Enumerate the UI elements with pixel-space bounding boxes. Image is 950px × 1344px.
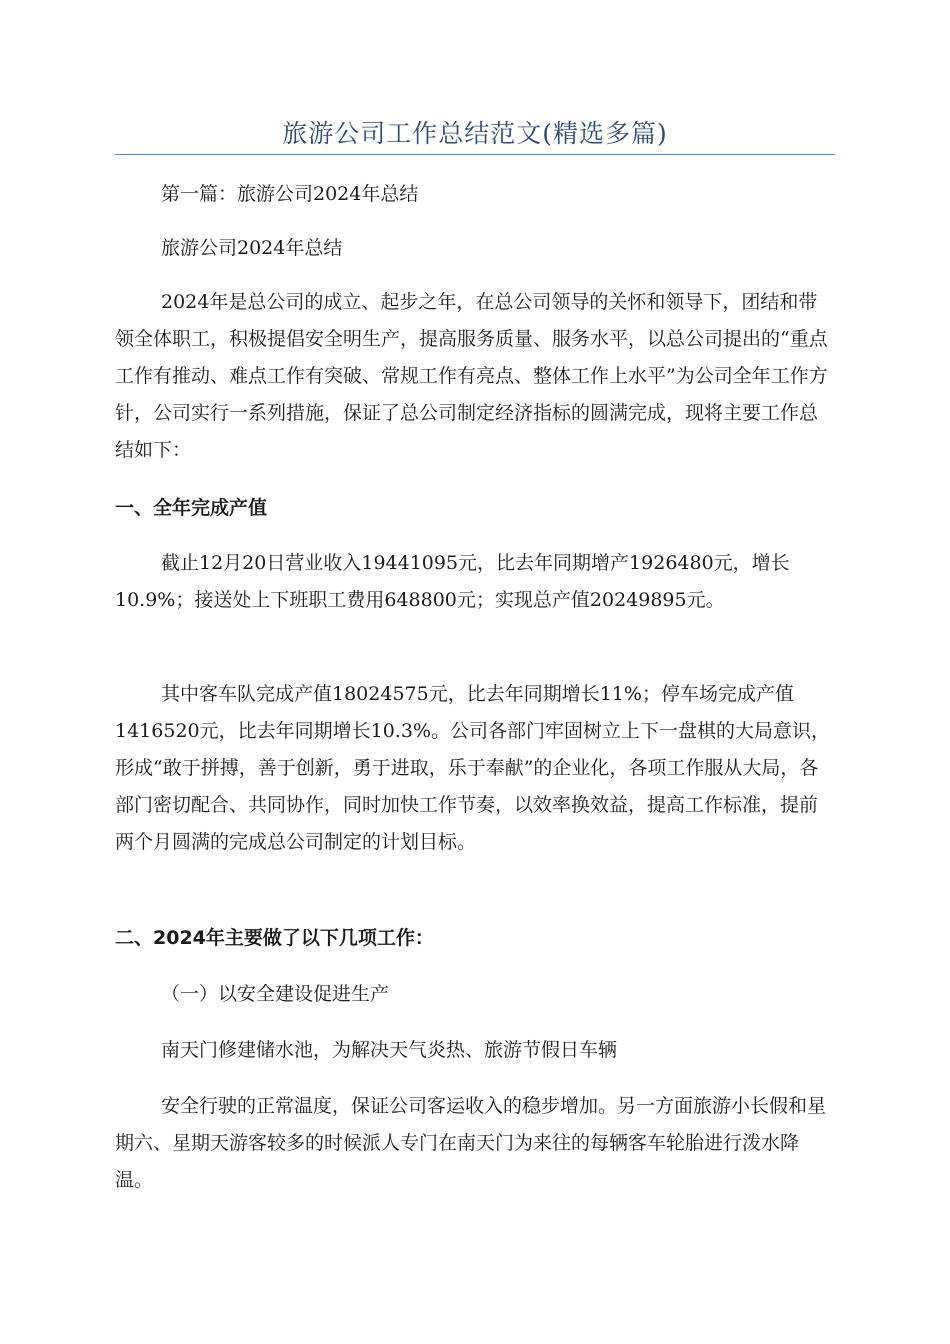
- output-paragraph: 截止12月20日营业收入19441095元，比去年同期增产1926480元，增长10.9%；接送处上下班职工费用648800元；实现总产值20249895元。: [115, 552, 790, 611]
- reservoir-paragraph: 南天门修建储水池，为解决天气炎热、旅游节假日车辆: [161, 1039, 618, 1061]
- section-subtitle: 第一篇：旅游公司2024年总结: [161, 183, 419, 205]
- title-underline: [115, 154, 835, 155]
- heading-annual-output: 一、全年完成产值: [115, 497, 268, 519]
- heading-main-work: 二、2024年主要做了以下几项工作：: [115, 927, 434, 949]
- safety-paragraph: 安全行驶的正常温度，保证公司客运收入的稳步增加。另一方面旅游小长假和星期六、星期天游客较多的时候派人专门在南天门为来往的每辆客车轮胎进行泼水降温。: [115, 1095, 827, 1191]
- subheading-safety: （一）以安全建设促进生产: [161, 983, 390, 1005]
- intro-paragraph: 2024年是总公司的成立、起步之年，在总公司领导的关怀和领导下，团结和带领全体职工，积极提倡安全明生产，提高服务质量、服务水平，以总公司提出的“重点工作有推动、难点工作有突破、常规工作有亮点、整体工作上水平”为公司全年工作方针，公司实行一系列措施，保证了总公司制定经济指标的圆满完成，现将主要工作总结如下：: [115, 291, 828, 461]
- document-title: 旅游公司工作总结范文(精选多篇): [282, 119, 668, 148]
- fleet-output-paragraph: 其中客车队完成产值18024575元，比去年同期增长11%；停车场完成产值1416520元，比去年同期增长10.3%。公司各部门牢固树立上下一盘棋的大局意识，形成“敢于拼搏，善于创新，勇于进取，乐于奉献”的企业化，各项工作服从大局，各部门密切配合、共同协作，同时加快工作节奏，以效率换效益，提高工作标准，提前两个月圆满的完成总公司制定的计划目标。: [115, 683, 830, 853]
- section-title: 旅游公司2024年总结: [161, 237, 343, 259]
